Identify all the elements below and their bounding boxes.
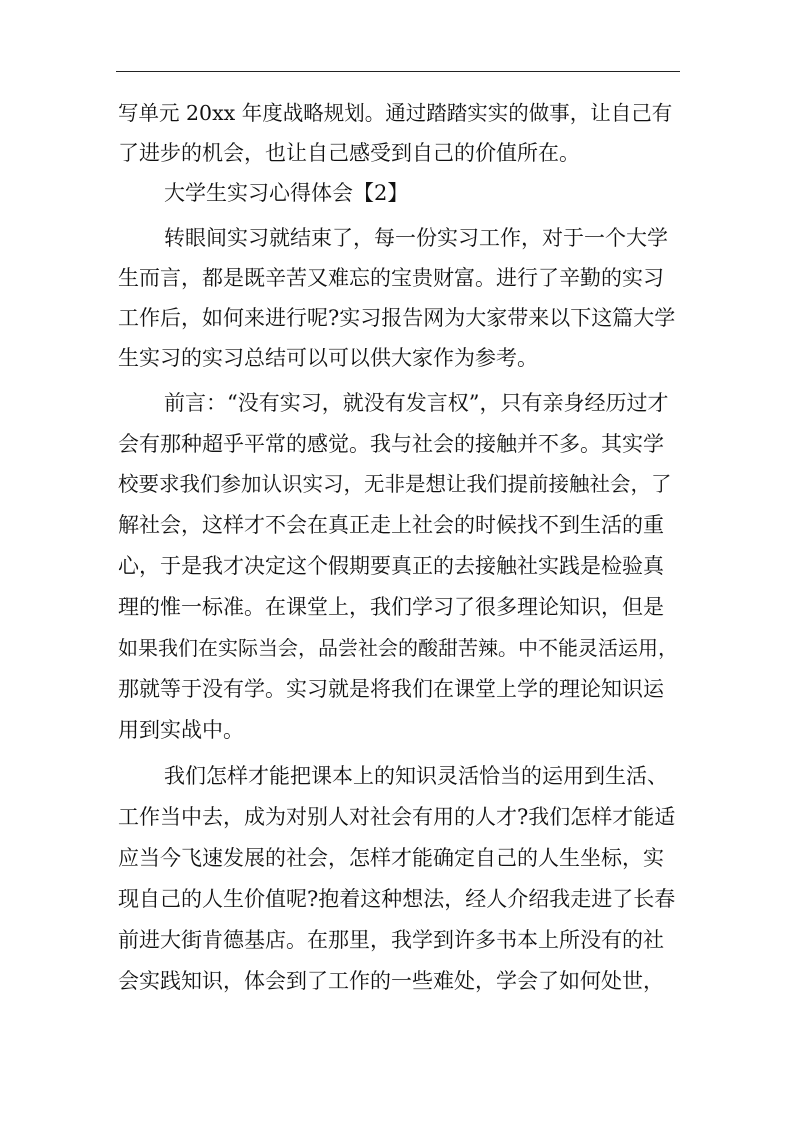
text-line: 那就等于没有学。实习就是将我们在课堂上学的理论知识运: [118, 677, 664, 701]
text-line: 工作当中去，成为对别人对社会有用的人才?我们怎样才能适: [118, 805, 676, 829]
text-line: 如果我们在实际当会，品尝社会的酸甜苦辣。中不能灵活运用，: [118, 636, 678, 660]
text-line: 用到实战中。: [118, 718, 244, 742]
text-line: 生而言，都是既辛苦又难忘的宝贵财富。进行了辛勤的实习: [118, 266, 664, 290]
text-line: 生实习的实习总结可以可以供大家作为参考。: [118, 346, 538, 370]
text-line: 会实践知识，体会到了工作的一些难处，学会了如何处世，: [118, 969, 664, 993]
text-line: 转眼间实习就结束了，每一份实习工作，对于一个大学: [164, 226, 668, 250]
text-line: 前言：“没有实习，就没有发言权”，只有亲身经历过才: [164, 391, 669, 415]
text-line: 理的惟一标准。在课堂上，我们学习了很多理论知识，但是: [118, 595, 664, 619]
text-line: 校要求我们参加认识实习，无非是想让我们提前接触社会，了: [118, 472, 672, 496]
section-heading: 大学生实习心得体会【2】: [164, 181, 409, 205]
text-line: 写单元 20xx 年度战略规划。通过踏踏实实的做事，让自己有: [118, 101, 673, 125]
text-line: 了进步的机会，也让自己感受到自己的价值所在。: [118, 141, 580, 165]
text-line: 现自己的人生价值呢?抱着这种想法，经人介绍我走进了长春: [118, 887, 676, 911]
text-line: 工作后，如何来进行呢?实习报告网为大家带来以下这篇大学: [118, 306, 676, 330]
text-line: 我们怎样才能把课本上的知识灵活恰当的运用到生活、: [164, 764, 668, 788]
text-line: 会有那种超乎平常的感觉。我与社会的接触并不多。其实学: [118, 432, 664, 456]
header-rule: [116, 71, 680, 72]
text-line: 前进大街肯德基店。在那里，我学到许多书本上所没有的社: [118, 928, 664, 952]
text-line: 心，于是我才决定这个假期要真正的去接触社实践是检验真: [118, 554, 664, 578]
text-line: 应当今飞速发展的社会，怎样才能确定自己的人生坐标，实: [118, 846, 664, 870]
text-line: 解社会，这样才不会在真正走上社会的时候找不到生活的重: [118, 513, 664, 537]
